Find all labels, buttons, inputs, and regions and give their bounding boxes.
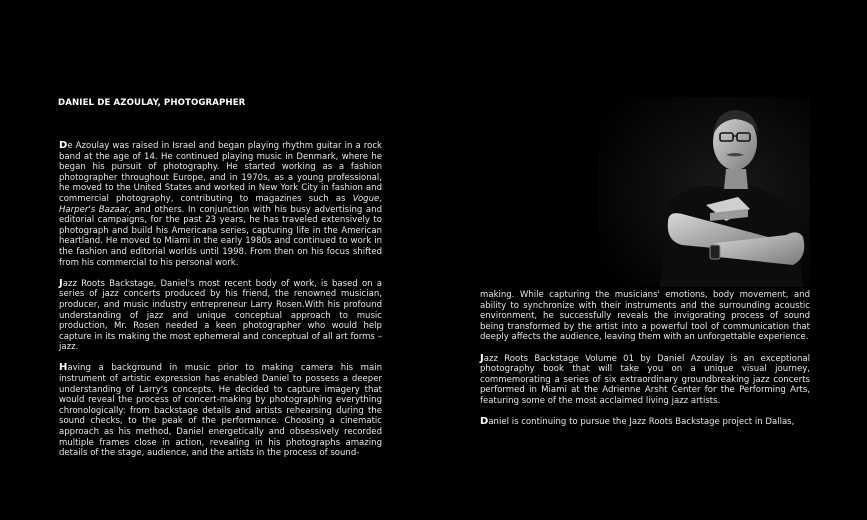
bio-paragraph-6 [480,417,810,428]
dropcap: H [59,362,68,374]
bio-paragraph-5 [480,354,810,407]
magazine-name: Harper's Bazaar [59,204,129,215]
bio-paragraph-4 [480,290,810,343]
dropcap: J [59,277,63,289]
dropcap: D [480,416,489,428]
right-text-column [480,290,810,438]
paragraph-text: , and others. In conjunction with his busy advertising and editorial campaigns, for the past 23 years, he has traveled extensively to photograph and build his Americana series, capturing life in the American heartland. He moved to Miami in the early 1980s and continued to work in the fashion and editorial worlds until 1998. From then on his focus shifted from his commercial to his personal work. [59,204,382,268]
magazine-name: Vogue [352,193,380,204]
paragraph-text: aniel is continuing to pursue the Jazz Roots Backstage project in Dallas, [488,417,795,428]
photographer-portrait [598,97,810,287]
dropcap: D [59,140,68,151]
paragraph-text: azz Roots Backstage, Daniel's most recent body of work, is based on a series of jazz concerts produced by his friend, the renowned musician, producer, and music industry entrepreneur Larry Rosen.With his profound understanding of jazz and unique conceptual approach to music production, Mr. Rosen needed a keen photographer who would help capture in its making the most ephemeral and conceptual of all art forms – jazz. [59,278,382,353]
paragraph-text: azz Roots Backstage Volume 01 by Daniel Azoulay is an exceptional photography book that will take you on a unique visual journey, commemorating a series of six extraordinary groundbreaking jazz concerts performed in Miami at the Adrienne Arsht Center for the Performing Arts, featuring some of the most acclaimed living jazz artists. [480,353,810,406]
dropcap: J [480,352,484,364]
left-text-column [59,141,382,469]
page-title: DANIEL DE AZOULAY, PHOTOGRAPHER [58,98,246,108]
paragraph-text: making. While capturing the musicians' emotions, body movement, and ability to synchronize with their instruments and the surrounding acoustic environment, he successfully reveals the invigorating process of sound being transformed by the artist into a powerful tool of communication that deeply affects the audience, leaving them with an unforgettable experience. [480,290,810,343]
bio-paragraph-3 [59,363,382,458]
paragraph-text: aving a background in music prior to making camera his main instrument of artistic expression has enabled Daniel to possess a deeper understanding of Larry's concepts. He decided to capture imagery that would reveal the process of concert-making by photographing everything chronologically: from backstage details and artists rehearsing during the sound checks, to the peak of the performance. Choosing a cinematic approach as his method, Daniel energetically and obsessively recorded multiple frames close in action, revealing in his photographs amazing details of the stage, audience, and the artists in the process of sound- [59,363,382,459]
bio-paragraph-1 [59,141,382,268]
paragraph-text: e Azoulay was raised in Israel and began playing rhythm guitar in a rock band at the age of 14. He continued playing music in Denmark, where he began his pursuit of photography. He started working as a fashion photographer throughout Europe, and in 1970s, as a young professional, he moved to the United States and worked in New York City in fashion and commercial photography, contributing to magazines such as [59,141,382,204]
paragraph-text: , [379,193,382,204]
bio-paragraph-2 [59,279,382,353]
